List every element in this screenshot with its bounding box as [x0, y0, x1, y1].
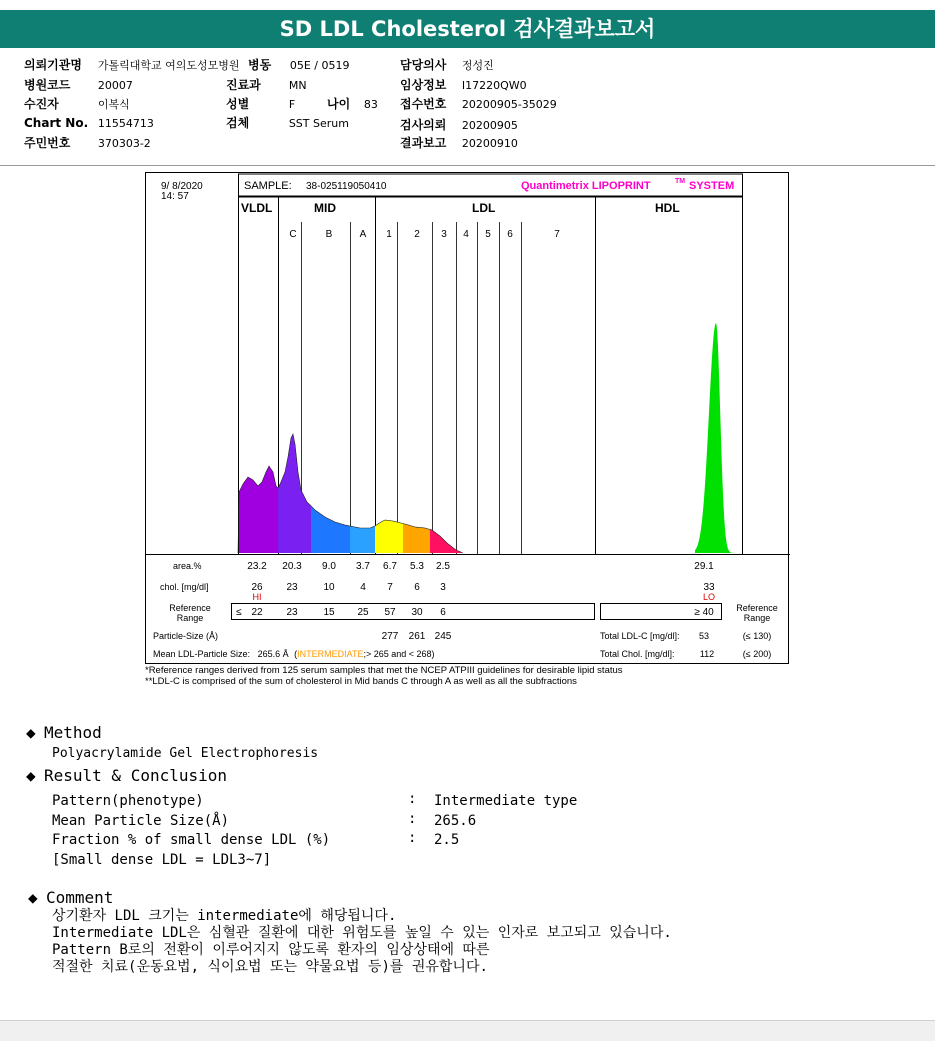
request-value: 20200905 [461, 119, 518, 132]
hospital-value: 가톨릭대학교 여의도성모병원 [97, 59, 240, 72]
particle-size-value: 261 [408, 631, 426, 642]
group-ldl-label: LDL [472, 201, 496, 215]
ref-value: 30 [411, 607, 423, 618]
band-label-A: A [359, 229, 367, 240]
bottom-scrollbar[interactable] [0, 1020, 935, 1041]
band-label-1: 1 [386, 229, 392, 240]
result-row-size-value: 265.6 [434, 813, 477, 829]
result-row-fraction-label: Fraction % of small dense LDL (%) [52, 832, 331, 848]
chol-value: 3 [440, 582, 446, 593]
band-label-C: C [289, 229, 297, 240]
dept-field [226, 76, 307, 93]
age-value: 83 [363, 98, 378, 111]
hospital-field [24, 56, 239, 73]
mean-size-label-text: Mean LDL-Particle Size: [153, 649, 251, 659]
ref-right-label-2: Range [743, 613, 771, 623]
footnote-1: *Reference ranges derived from 125 serum samples that met the NCEP ATPIII guidelines for desirable lipid status [145, 665, 623, 676]
area-hdl-value: 29.1 [694, 561, 714, 572]
group-hdl-label: HDL [655, 201, 680, 215]
id-field [24, 134, 151, 151]
chol-value: 7 [387, 582, 393, 593]
chol-value: 4 [360, 582, 366, 593]
particle-size-value: 245 [434, 631, 452, 642]
ldl1-peak [375, 520, 403, 553]
age-field [327, 95, 378, 112]
clinical-info-label: 임상정보 [400, 78, 447, 92]
particle-size-value: 277 [381, 631, 399, 642]
brand-suffix: SYSTEM [689, 180, 735, 192]
total-chol-value: 112 [699, 649, 715, 659]
specimen-field [226, 114, 349, 131]
diamond-bullet-icon: ◆ [26, 766, 36, 785]
result-note: [Small dense LDL = LDL3~7] [52, 852, 272, 868]
patient-value: 이복식 [97, 98, 130, 111]
area-value: 3.7 [356, 561, 370, 572]
doctor-label: 담당의사 [400, 58, 447, 72]
chart-no-field [24, 116, 154, 130]
result-title: Result & Conclusion [44, 766, 228, 785]
hospital-code-label: 병원코드 [24, 78, 71, 92]
header-divider [0, 165, 935, 166]
area-value: 23.2 [247, 561, 267, 572]
area-value: 5.3 [410, 561, 424, 572]
clinical-info-value: I17220QW0 [461, 79, 527, 92]
lipoprint-report [145, 172, 790, 666]
comment-line-3: Pattern B로의 전환이 이루어지지 않도록 환자의 임상상태에 따른 [52, 942, 490, 958]
mean-size-range: ;> 265 and < 268) [363, 649, 435, 659]
sex-value: F [288, 98, 296, 111]
total-chol-label: Total Chol. [mg/dl]: [600, 649, 675, 659]
ref-value: 25 [357, 607, 369, 618]
method-section-title [26, 723, 102, 742]
area-row-label: area.% [173, 561, 202, 571]
brand-name: Quantimetrix LIPOPRINT [521, 180, 651, 192]
ref-value: 57 [384, 607, 396, 618]
patient-label: 수진자 [24, 97, 59, 111]
receipt-label: 접수번호 [400, 97, 447, 111]
mid-a-peak [350, 526, 375, 553]
ref-value: 6 [440, 607, 446, 618]
dept-value: MN [288, 79, 307, 92]
receipt-field [400, 95, 557, 112]
comment-title: Comment [46, 888, 114, 907]
result-section-title [26, 766, 227, 785]
chol-value: 23 [286, 582, 298, 593]
report-date-field [400, 134, 518, 151]
result-row-pattern-value: Intermediate type [434, 793, 578, 809]
comment-line-4: 적절한 치료(운동요법, 식이요법 또는 약물요법 등)를 권유합니다. [52, 959, 488, 975]
report-date-label: 결과보고 [400, 136, 447, 150]
patient-field [24, 95, 130, 112]
id-value: 370303-2 [97, 137, 151, 150]
specimen-label: 검체 [226, 116, 250, 130]
ward-field [248, 56, 349, 73]
print-date: 9/ 8/2020 [161, 181, 203, 192]
chart-no-label: Chart No. [24, 116, 89, 130]
method-title: Method [44, 723, 102, 742]
request-label: 검사의뢰 [400, 118, 447, 132]
print-time: 14: 57 [161, 191, 189, 202]
sample-value: 38-025119050410 [306, 181, 387, 192]
specimen-value: SST Serum [288, 117, 349, 130]
sample-label: SAMPLE: [244, 180, 292, 192]
total-chol-range: (≤ 200) [742, 649, 772, 659]
ref-value: 23 [286, 607, 298, 618]
ref-right-label-1: Reference [736, 603, 778, 613]
id-label: 주민번호 [24, 136, 71, 150]
ref-row-label-2: Range [176, 613, 204, 623]
chol-value: 26 [251, 582, 263, 593]
brand-tm: TM [675, 178, 686, 185]
comment-line-2: Intermediate LDL은 심혈관 질환에 대한 위험도를 높일 수 있는 인자로 보고되고 있습니다. [52, 925, 672, 941]
diamond-bullet-icon: ◆ [28, 888, 38, 907]
result-row-size-label: Mean Particle Size(Å) [52, 813, 230, 829]
band-label-7: 7 [554, 229, 560, 240]
area-value: 9.0 [322, 561, 336, 572]
result-row-fraction-value: 2.5 [434, 832, 460, 848]
doctor-field [400, 56, 494, 73]
mean-size-class: INTERMEDIATE [297, 649, 364, 659]
age-label: 나이 [327, 97, 351, 111]
sex-label: 성별 [226, 97, 250, 111]
hospital-label: 의뢰기관명 [24, 58, 82, 72]
request-field [400, 116, 518, 133]
comment-line-1: 상기환자 LDL 크기는 intermediate에 해당됩니다. [52, 908, 397, 924]
clinical-info-field [400, 76, 527, 93]
dept-label: 진료과 [226, 78, 261, 92]
band-label-6: 6 [507, 229, 513, 240]
area-value: 20.3 [282, 561, 302, 572]
band-label-3: 3 [441, 229, 447, 240]
mean-size-value: 265.6 Å [257, 649, 289, 659]
hospital-code-field [24, 76, 133, 93]
hdl-ref-value: ≥ 40 [694, 607, 714, 618]
result-row-size-colon: : [408, 811, 417, 827]
chart-no-value: 11554713 [97, 117, 154, 130]
ref-le-symbol: ≤ [236, 607, 242, 618]
chol-row-label: chol. [mg/dl] [160, 582, 209, 592]
band-label-2: 2 [414, 229, 420, 240]
ref-value: 22 [251, 607, 263, 618]
result-row-pattern-label: Pattern(phenotype) [52, 793, 204, 809]
band-label-5: 5 [485, 229, 491, 240]
particle-size-values [382, 631, 452, 642]
result-row-pattern-colon: : [408, 791, 417, 807]
hospital-code-value: 20007 [97, 79, 133, 92]
mean-size-label [153, 649, 435, 659]
total-ldl-range: (≤ 130) [742, 631, 772, 641]
mean-size-open-paren: ( [294, 649, 298, 659]
vldl-hi-flag: HI [252, 592, 262, 602]
group-mid-label: MID [314, 201, 336, 215]
comment-section-title [28, 888, 113, 907]
area-value: 6.7 [383, 561, 397, 572]
chol-value: 10 [323, 582, 335, 593]
chol-value: 6 [414, 582, 420, 593]
lipoprint-frame [146, 173, 789, 664]
report-date-value: 20200910 [461, 137, 518, 150]
result-row-fraction-colon: : [408, 830, 417, 846]
band-label-B: B [325, 229, 333, 240]
ref-row-label-1: Reference [169, 603, 211, 613]
band-label-4: 4 [463, 229, 469, 240]
diamond-bullet-icon: ◆ [26, 723, 36, 742]
sex-field [226, 95, 295, 112]
group-vldl-label: VLDL [241, 201, 273, 215]
area-value: 2.5 [436, 561, 450, 572]
doctor-value: 정성진 [461, 59, 494, 72]
chol-hdl-value: 33 [703, 582, 715, 593]
total-ldl-label: Total LDL-C [mg/dl]: [600, 631, 680, 641]
hdl-lo-flag: LO [702, 592, 716, 602]
receipt-value: 20200905-35029 [461, 98, 557, 111]
total-ldl-value: 53 [698, 631, 710, 641]
particle-size-label: Particle-Size (Å) [153, 631, 219, 641]
report-title: SD LDL Cholesterol 검사결과보고서 [0, 10, 935, 48]
ward-label: 병동 [248, 58, 272, 72]
method-text: Polyacrylamide Gel Electrophoresis [52, 746, 319, 761]
ward-value: 05E / 0519 [289, 59, 350, 72]
ref-value: 15 [323, 607, 335, 618]
footnote-2: **LDL-C is comprised of the sum of cholesterol in Mid bands C through A as well as all the subfractions [145, 676, 577, 687]
